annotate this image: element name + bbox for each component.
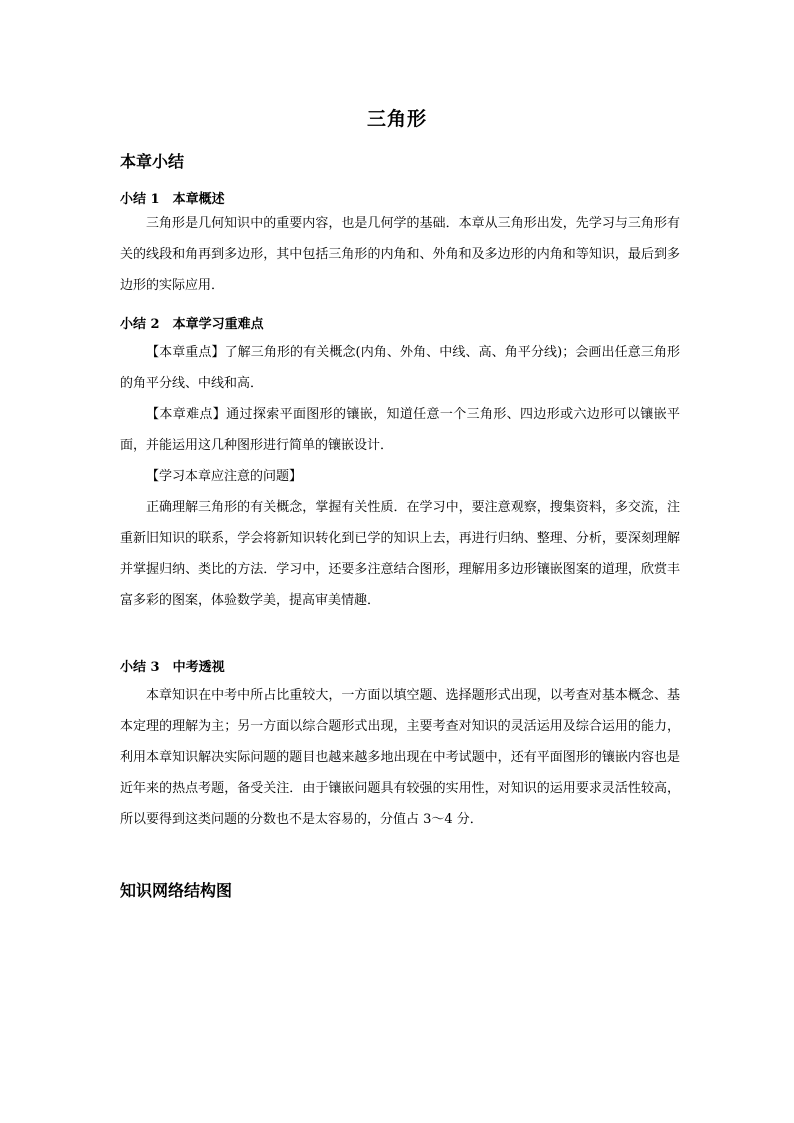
notes-heading: 【学习本章应注意的问题】 bbox=[146, 469, 303, 484]
difficulties-paragraph: 【本章难点】通过探索平面图形的镶嵌，知道任意一个三角形、四边形或六边形可以镶嵌平面，并能运用这几种图形进行简单的镶嵌设计． bbox=[120, 407, 680, 453]
summary1-paragraph: 三角形是几何知识中的重要内容，也是几何学的基础．本章从三角形出发，先学习与三角形有关的线段和角再到多边形，其中包括三角形的内角和、外角和及多边形的内角和等知识，最后到多边形的实际应用． bbox=[120, 216, 680, 293]
page-title: 三角形 bbox=[366, 108, 427, 130]
summary1-heading: 小结 1 本章概述 bbox=[120, 192, 225, 207]
summary2-heading: 小结 2 本章学习重难点 bbox=[120, 317, 264, 332]
key-points-paragraph: 【本章重点】了解三角形的有关概念(内角、外角、中线、高、角平分线)；会画出任意三角形的角平分线、中线和高． bbox=[120, 345, 680, 391]
notes-paragraph: 正确理解三角形的有关概念，掌握有关性质．在学习中，要注意观察，搜集资料，多交流，注重新旧知识的联系，学会将新知识转化到已学的知识上去，再进行归纳、整理、分析，要深刻理解并掌握归纳、类比的方法．学习中，还要多注意结合图形，理解用多边形镶嵌图案的道理，欣赏丰富多彩的图案，体验数学美，提高审美情趣． bbox=[120, 500, 680, 608]
summary3-heading: 小结 3 中考透视 bbox=[120, 660, 225, 675]
summary3-paragraph: 本章知识在中考中所占比重较大，一方面以填空题、选择题形式出现，以考查对基本概念、基本定理的理解为主；另一方面以综合题形式出现，主要考查对知识的灵活运用及综合运用的能力，利用本章知识解决实际问题的题目也越来越多地出现在中考试题中，还有平面图形的镶嵌内容也是近年来的热点考题，备受关注．由于镶嵌问题具有较强的实用性，对知识的运用要求灵活性较高，所以要得到这类问题的分数也不是太容易的，分值占 3～4 分． bbox=[120, 688, 680, 827]
section-heading-summary: 本章小结 bbox=[120, 152, 185, 171]
section-heading-network: 知识网络结构图 bbox=[120, 881, 233, 900]
